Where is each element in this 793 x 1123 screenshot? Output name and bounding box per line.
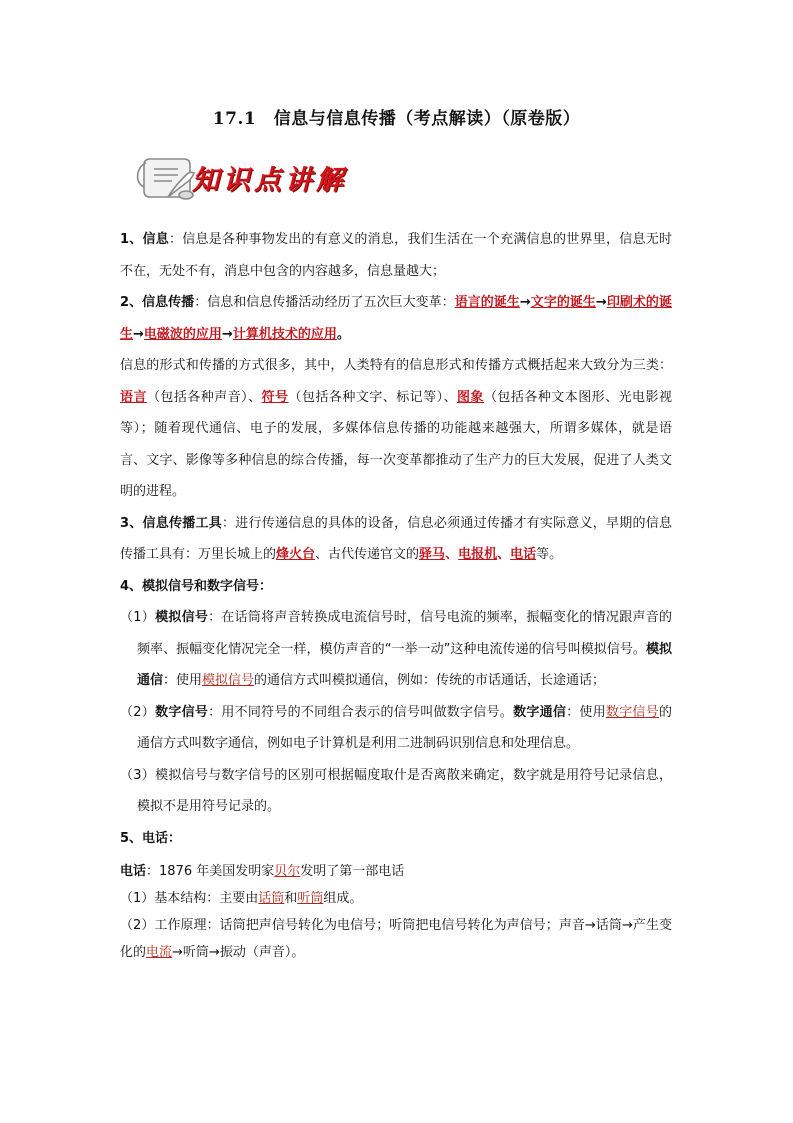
section-banner-title: 知识点讲解 [192,165,347,196]
digital-text: 的通信方式叫数字通信，例如电子计算机是利用二进制码识别信息和处理信息。 [137,704,672,751]
telephone-text: ：1876 年美国发明家 [146,864,275,879]
keyword-symbol: 符号 [261,389,289,405]
analog-text: ：使用 [163,673,203,688]
paragraph-principle [120,912,672,966]
item-number: （2） [120,704,156,720]
analog-text: 的通信方式叫模拟通信，例如：传统的市话通话，长途通话； [254,673,606,688]
paragraph-difference [120,760,672,823]
keyword-language-birth: 语言的诞生 [454,295,520,310]
forms-text: 信息的形式和传播的方式很多，其中，人类特有的信息形式和传播方式概括起来大致分为三类： [120,358,672,373]
paragraph-telephone [120,858,672,885]
arrow: → [519,295,531,310]
keyword-printing-birth: 印刷术的诞生 [120,295,672,342]
forms-text: （包括各种文字、标记等）、 [288,389,458,405]
structure-text: （1）基本结构：主要由 [120,891,259,906]
analog-comm-heading: 模拟通信 [137,641,672,688]
tools-heading: 3、信息传播工具 [120,515,222,531]
keyword-speech: 语言 [120,389,147,405]
paragraph-structure [120,885,672,912]
keyword-writing-birth: 文字的诞生 [530,295,596,310]
keyword-image: 图象 [457,389,484,405]
separator: 、 [497,547,511,562]
keyword-beacon: 烽火台 [276,547,316,562]
structure-text: 和 [284,891,298,906]
paragraph-forms [120,350,672,508]
keyword-current: 电流 [146,945,173,960]
item-number: （1） [120,610,156,625]
forms-text: （包括各种文本图形、光电影视等）；随着现代通信、电子的发展，多媒体信息传播的功能越来越强大，所谓多媒体，就是语言、文字、影像等多种信息的综合传播，每一次变革都推动了生产力的巨大发展，促进了人类文明的进程。 [120,389,672,499]
item-number: （3） [120,767,156,783]
telephone-label: 电话 [120,864,147,879]
paragraph-digital [120,697,672,760]
difference-text: 模拟信号与数字信号的区别可根据幅度取什是否离散来确定，数字就是用符号记录信息，模拟不是用符号记录的。 [137,767,672,814]
digital-text: ：使用 [566,704,606,720]
keyword-digital-signal: 数字信号 [605,704,659,720]
keyword-bell: 贝尔 [274,864,301,879]
keyword-analog-signal: 模拟信号 [202,673,255,688]
keyword-em-wave: 电磁波的应用 [143,326,222,342]
arrow: → [133,326,144,342]
paragraph-info [120,224,672,287]
telephone-heading: 5、电话： [120,830,182,846]
signal-heading: 4、模拟信号和数字信号： [120,578,273,594]
tools-text: 、古代传递官文的 [315,547,420,562]
tools-text: 等。 [536,547,563,562]
telephone-text: 发明了第一部电话 [300,864,405,879]
info-heading: 1、信息 [120,232,170,247]
transmission-text: ：信息和信息传播活动经历了五次巨大变革： [194,295,455,310]
analog-signal-heading: 模拟信号 [155,610,209,625]
tools-text: ：进行传递信息的具体的设备，信息必须通过传播才有实际意义，早期的信息传播工具有：万里长城上的 [120,515,672,562]
page-title: 17.1 信息与信息传播（考点解读）（原卷版） [212,109,581,129]
transmission-heading: 2、信息传播 [120,295,195,310]
arrow: → [221,326,233,342]
info-text: ：信息是各种事物发出的有意义的消息，我们生活在一个充满信息的世界里，信息无时不在，无处不有，消息中包含的内容越多，信息量越大； [120,232,672,279]
keyword-post-horse: 驿马 [419,547,446,562]
keyword-telephone: 电话 [510,547,537,562]
forms-text: （包括各种声音）、 [146,389,262,405]
content-body [120,224,672,966]
paragraph-analog [120,602,672,697]
digital-text: ：用不同符号的不同组合表示的信号叫做数字信号。 [208,704,514,720]
period: 。 [336,326,350,342]
digital-comm-heading: 数字通信 [513,704,567,720]
separator: 、 [445,547,459,562]
paragraph-transmission [120,287,672,350]
keyword-receiver: 听筒 [297,891,324,906]
analog-text: ：在话筒将声音转换成电流信号时，信号电流的频率，振幅变化的情况跟声音的频率、振幅变化情况完全一样，模仿声音的“一举一动”这种电流传递的信号叫模拟信号。 [137,610,672,657]
paragraph-tools [120,508,672,571]
keyword-microphone: 话筒 [258,891,285,906]
principle-text: （2）工作原理：话筒把声信号转化为电信号；听筒把电信号转化为声信号；声音→话筒→产生变化的 [120,918,672,960]
principle-text: →听筒→振动（声音）。 [172,945,305,960]
structure-text: 组成。 [323,891,363,906]
keyword-computer-tech: 计算机技术的应用 [232,326,337,342]
keyword-telegraph: 电报机 [458,547,498,562]
digital-signal-heading: 数字信号 [155,704,209,720]
arrow: → [595,295,607,310]
